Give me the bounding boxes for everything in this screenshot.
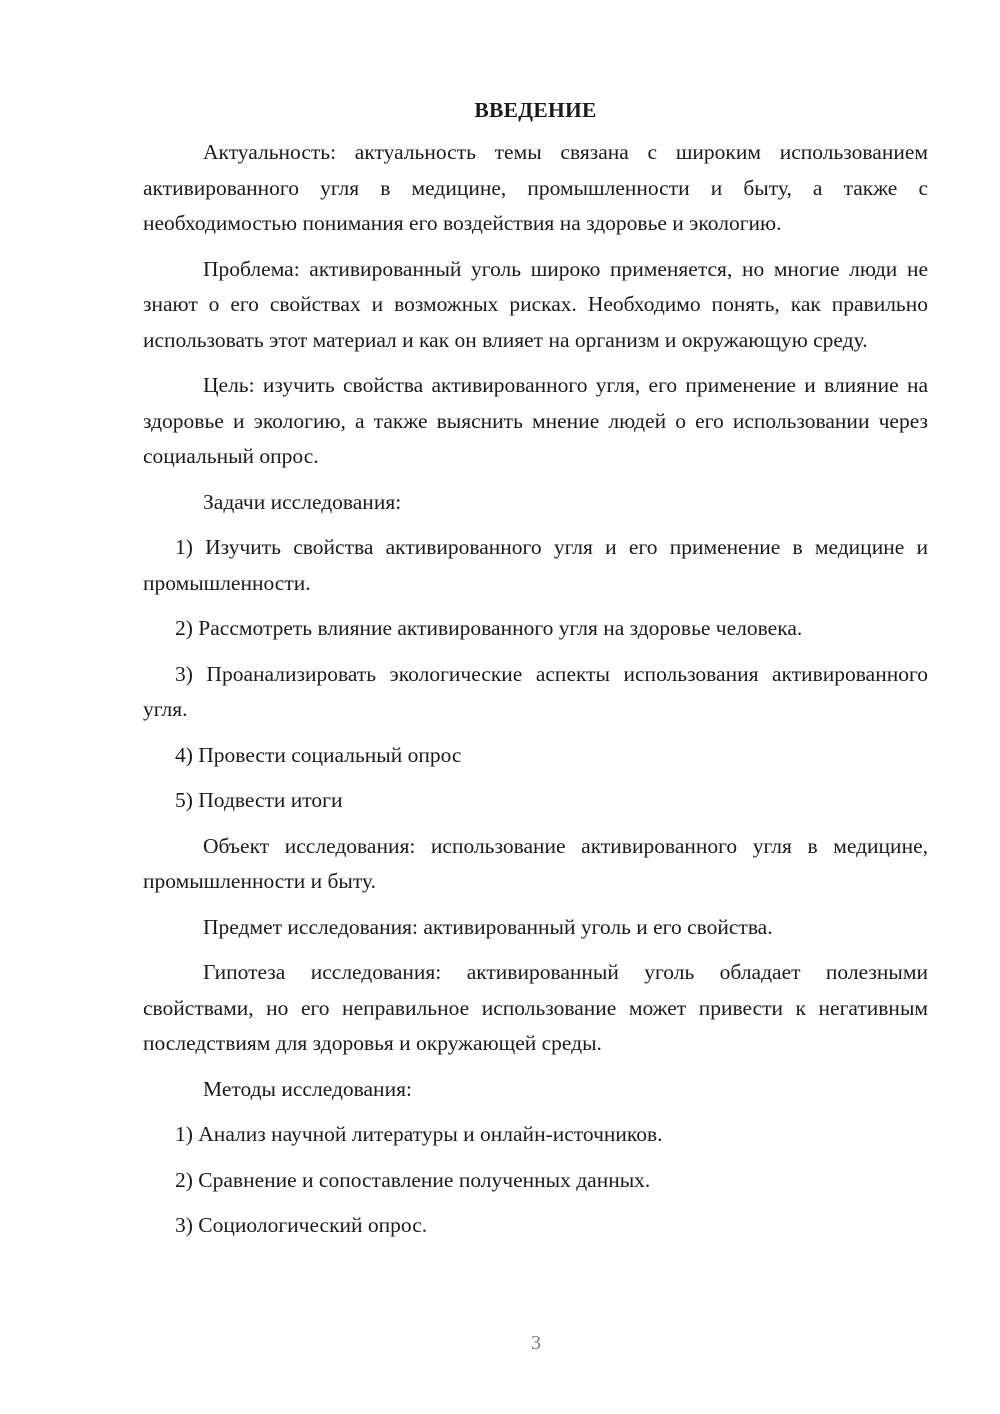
- document-page: [143, 95, 928, 1254]
- method-item: 1) Анализ научной литературы и онлайн-источников.: [175, 1122, 663, 1146]
- task-item: 2) Рассмотреть влияние активированного угля на здоровье человека.: [175, 616, 803, 640]
- task-item: 1) Изучить свойства активированного угля и его применение в медицине и промышленности.: [143, 535, 928, 595]
- hypothesis-paragraph: Гипотеза исследования: активированный уголь обладает полезными свойствами, но его неправильное использование может привести к негативным последствиям для здоровья и окружающей среды.: [143, 960, 928, 1055]
- subject-paragraph: Предмет исследования: активированный уголь и его свойства.: [203, 914, 773, 939]
- task-item: 5) Подвести итоги: [175, 788, 343, 812]
- page-number: 3: [531, 1332, 541, 1354]
- problem-paragraph: Проблема: активированный уголь широко применяется, но многие люди не знают о его свойствах и возможных рисках. Необходимо понять, как правильно использовать этот материал и как он влияет на организм и окружающую среду.: [143, 256, 928, 352]
- tasks-title: Задачи исследования:: [203, 489, 402, 514]
- method-item: 3) Социологический опрос.: [175, 1213, 428, 1237]
- object-paragraph: Объект исследования: использование активированного угля в медицине, промышленности и быту.: [143, 833, 928, 893]
- section-heading: ВВЕДЕНИЕ: [474, 98, 597, 122]
- task-item: 3) Проанализировать экологические аспекты использования активированного угля.: [143, 661, 928, 721]
- method-item: 2) Сравнение и сопоставление полученных данных.: [175, 1167, 651, 1192]
- goal-paragraph: Цель: изучить свойства активированного угля, его применение и влияние на здоровье и экологию, а также выяснить мнение людей о его использовании через социальный опрос.: [143, 373, 928, 468]
- methods-title: Методы исследования:: [203, 1076, 412, 1101]
- task-item: 4) Провести социальный опрос: [175, 742, 462, 767]
- relevance-paragraph: Актуальность: актуальность темы связана с широким использованием активированного угля в медицине, промышленности и быту, а также с необходимостью понимания его воздействия на здоровье и экологию.: [143, 140, 928, 235]
